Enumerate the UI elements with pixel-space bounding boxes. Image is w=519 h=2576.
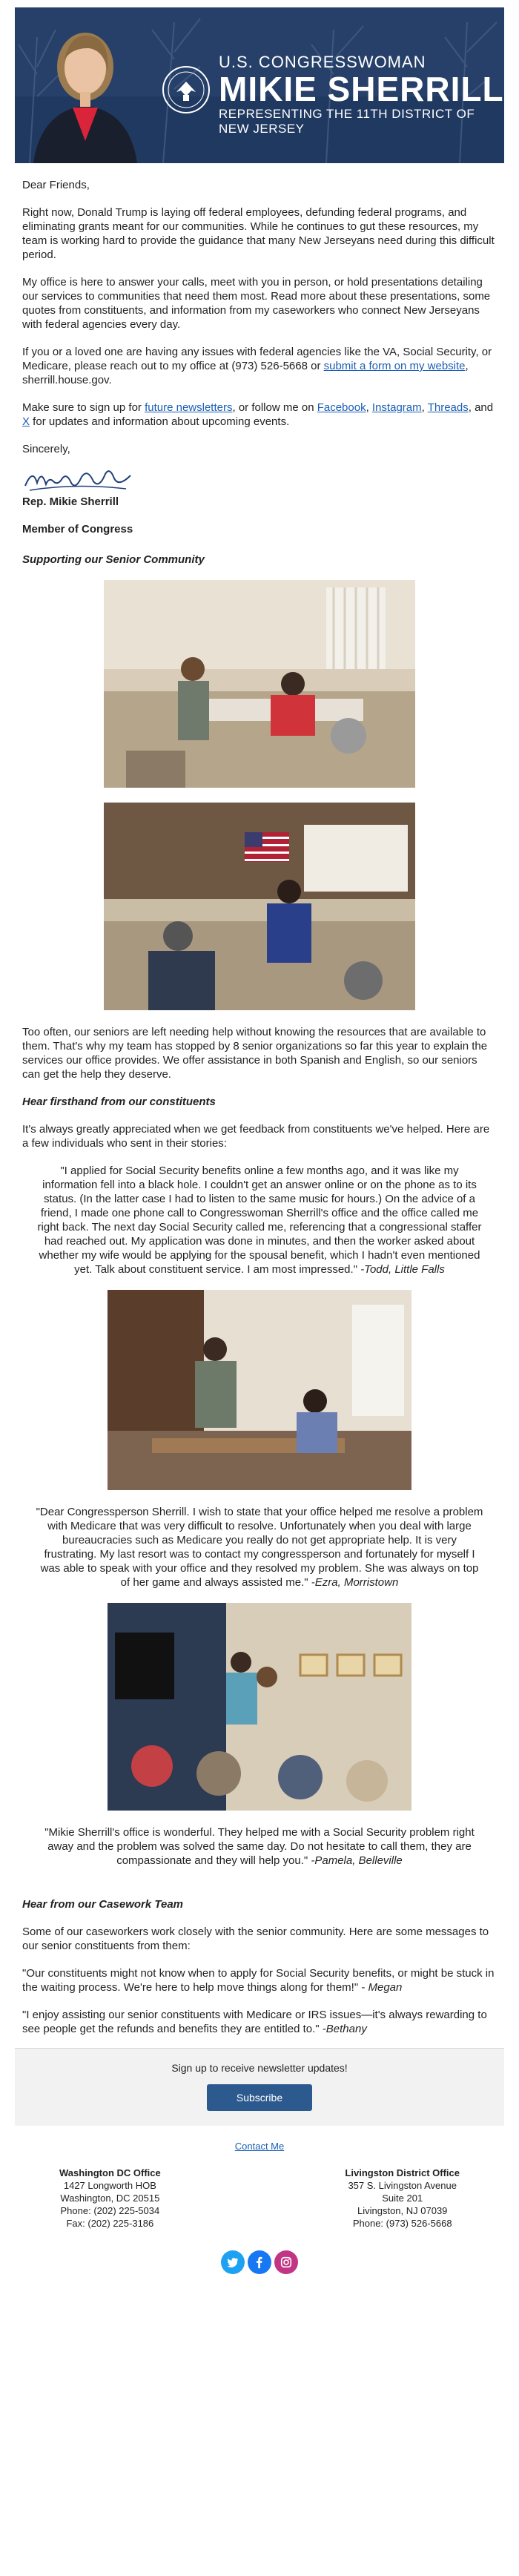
signup-text: Sign up to receive newsletter updates!: [171, 2062, 348, 2074]
threads-link[interactable]: Threads: [427, 401, 469, 414]
district-office: [345, 2167, 460, 2230]
quote-ezra-text: "Dear Congressperson Sherrill. I wish to state that your office helped me resolve a problem with Medicare that was very difficult to resolve. Unfortunately when you deal with large bureaucracies such as Medicare you really do not get appropriate help. It is very frustrating. My last resort was to contact my congressperson and fortunately for myself I was able to speak with your office and they resolved my problem. She was always on top of her game and always assisted me.": [36, 1506, 483, 1589]
district-office-title: Livingston District Office: [345, 2167, 460, 2178]
quote-pamela: [22, 1825, 497, 1868]
instagram-link[interactable]: Instagram: [371, 401, 422, 414]
paragraph-follow: [22, 401, 497, 429]
signature-name: Rep. Mikie Sherrill: [22, 495, 119, 508]
contact-line: [15, 2141, 504, 2152]
congresswoman-portrait: [30, 15, 141, 163]
follow-text-b: , or follow me on: [232, 401, 317, 414]
quote-pamela-text: "Mikie Sherrill's office is wonderful. They helped me with a Social Security problem right away and the problem was solved the same day. Do not hesitate to call them, they are compassionate and they will help you.": [44, 1826, 475, 1867]
instagram-icon[interactable]: [274, 2250, 298, 2274]
contact-me-link[interactable]: Contact Me: [234, 2141, 285, 2152]
quote-bethany-author: -Bethany: [322, 2023, 367, 2035]
follow-text-e: , and: [468, 401, 494, 414]
quote-megan: [22, 1966, 497, 1994]
facebook-icon[interactable]: [248, 2250, 271, 2274]
twitter-icon[interactable]: [221, 2250, 245, 2274]
dc-office-line2: Washington, DC 20515: [60, 2193, 160, 2204]
quote-pamela-author: -Pamela, Belleville: [311, 1854, 403, 1867]
dc-office-fax: Fax: (202) 225-3186: [66, 2218, 154, 2229]
x-link[interactable]: X: [22, 415, 30, 428]
quote-todd-text: "I applied for Social Security benefits online a few months ago, and it was like my information fell into a black hole. I couldn't get an answer online or on the phone as to its status. (In the latter case I had to listen to the same music for hours.) On the advice of a friend, I made one phone call to Congresswoman Sherrill's office and the office called me right back. The next day Social Security called me, referencing that a congressional staffer had reached out. My application was done in minutes, and then the worker asked about whether my wife would be applying for the spousal benefit, which I hadn't even mentioned yet. Talk about constituent service. I am most impressed.": [37, 1165, 482, 1276]
dc-office-line1: 1427 Longworth HOB: [63, 2180, 156, 2191]
handwritten-signature: [22, 461, 133, 495]
future-newsletters-link[interactable]: future newsletters: [145, 401, 233, 414]
quote-ezra: [22, 1505, 497, 1590]
follow-text-d: ,: [421, 401, 428, 414]
contact-text-before: If you or a loved one are having any issues with federal agencies like the VA, Social Security, or Medicare, please reach out to my office at (973) 526-5668 or: [22, 346, 492, 372]
quote-bethany: [22, 2008, 497, 2036]
quote-todd: [22, 1164, 497, 1277]
constituents-heading: Hear firsthand from our constituents: [22, 1096, 216, 1108]
senior-center-photo-2: [104, 803, 415, 1010]
newsletter-page: [15, 7, 504, 2274]
social-icons: [15, 2250, 504, 2274]
quote-todd-author: -Todd, Little Falls: [360, 1263, 445, 1276]
casework-intro: Some of our caseworkers work closely with the senior community. Here are some messages to our senior constituents from them:: [22, 1926, 489, 1952]
district-office-line1: 357 S. Livingston Avenue: [348, 2180, 457, 2191]
senior-paragraph: Too often, our seniors are left needing help without knowing the resources that are available to them. That's why my team has stopped by 8 senior organizations so far this year to explain the services our office provides. We offer assistance in both Spanish and English, so our seniors can get the help they deserve.: [22, 1026, 488, 1081]
district-office-phone: Phone: (973) 526-5668: [352, 2218, 452, 2229]
dc-office: [59, 2167, 161, 2230]
senior-center-photo-1: [104, 580, 415, 788]
paragraph-contact: [22, 345, 497, 387]
office-addresses: [15, 2167, 504, 2230]
website-form-link[interactable]: submit a form on my website: [323, 360, 466, 372]
casework-heading: Hear from our Casework Team: [22, 1898, 184, 1911]
greeting: Dear Friends,: [22, 179, 90, 191]
closing: Sincerely,: [22, 443, 70, 455]
subscribe-button[interactable]: Subscribe: [207, 2084, 312, 2111]
constituents-intro: It's always greatly appreciated when we get feedback from constituents we've helped. Here are a few individuals who sent in their stories:: [22, 1123, 490, 1150]
follow-text-a: Make sure to sign up for: [22, 401, 145, 414]
paragraph-intro: Right now, Donald Trump is laying off federal employees, defunding federal programs, and eliminating grants meant for our communities. While he continues to gut these resources, my team is working hard to provide the guidance that many New Jerseyans need during this difficult period.: [22, 206, 495, 261]
paragraph-services: My office is here to answer your calls, meet with you in person, or hold presentations detailing our services to communities that need them most. Read more about these presentations, some quotes from constituents, and information from my caseworkers who connect New Jerseyans with federal agencies every day.: [22, 276, 491, 331]
congressional-seal: [162, 65, 211, 114]
contact-text-after: , sherrill.house.gov.: [22, 360, 469, 386]
banner-name: MIKIE SHERRILL: [219, 70, 504, 108]
quote-ezra-author: -Ezra, Morristown: [311, 1576, 399, 1589]
header-banner: [15, 7, 504, 163]
banner-subtitle: REPRESENTING THE 11TH DISTRICT OF NEW JERSEY: [219, 107, 475, 136]
dc-office-title: Washington DC Office: [59, 2167, 161, 2178]
signature-title: Member of Congress: [22, 523, 133, 536]
banner-text: [219, 53, 504, 136]
quote-megan-text: "Our constituents might not know when to apply for Social Security benefits, or might be stuck in the waiting process. We're here to help move things along for them!" -: [22, 1967, 495, 1994]
district-office-line2: Suite 201: [382, 2193, 423, 2204]
follow-text-c: ,: [366, 401, 372, 414]
newsletter-signup-box: [15, 2049, 504, 2126]
banner-kicker: U.S. CONGRESSWOMAN: [219, 53, 426, 71]
senior-center-photo-4: [108, 1603, 411, 1811]
newsletter-content: [15, 178, 504, 2036]
quote-megan-author: Megan: [368, 1981, 403, 1994]
senior-section-title: Supporting our Senior Community: [22, 553, 205, 566]
follow-text-f: for updates and information about upcoming events.: [30, 415, 290, 428]
dc-office-phone: Phone: (202) 225-5034: [60, 2205, 160, 2216]
quote-bethany-text: "I enjoy assisting our senior constituents with Medicare or IRS issues—it's always rewarding to see people get the refunds and benefits they are entitled to.": [22, 2009, 487, 2035]
senior-center-photo-3: [108, 1290, 411, 1490]
district-office-line3: Livingston, NJ 07039: [357, 2205, 448, 2216]
facebook-link[interactable]: Facebook: [317, 401, 366, 414]
